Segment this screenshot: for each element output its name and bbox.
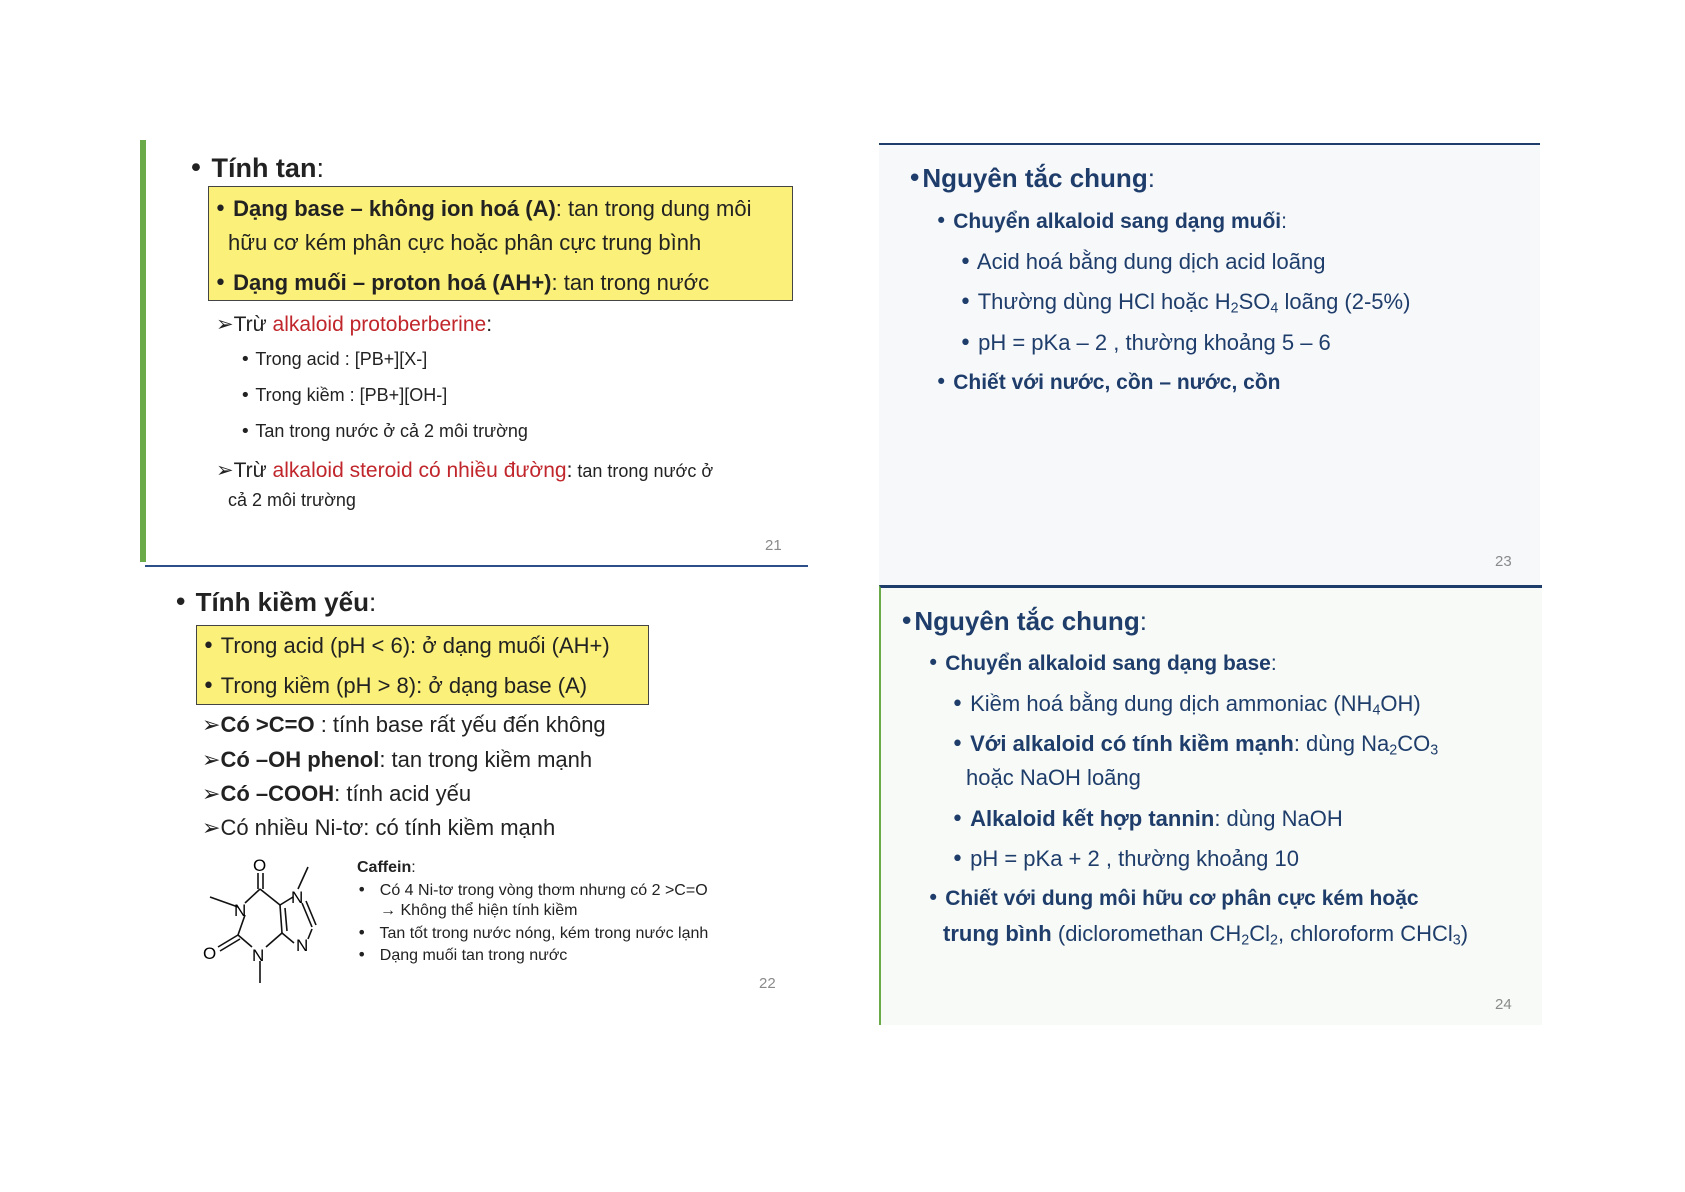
slide-23-heading: •Nguyên tắc chung: <box>907 163 1155 194</box>
exception-2: ➢Trừ alkaloid steroid có nhiều đường: tan trong nước ở <box>216 458 714 482</box>
property-item-2: ➢Có –OH phenol: tan trong kiềm mạnh <box>202 747 593 773</box>
principle-sub-2: • Thường dùng HCl hoặc $H_2SO_4$ loãng (2-5%) <box>959 289 1411 317</box>
caffeine-point-1: • Có 4 Ni-tơ trong vòng thơm nhưng có 2 >C=O <box>357 880 708 899</box>
slide-23 <box>879 143 1540 586</box>
property-item-3: ➢Có –COOH: tính acid yếu <box>202 781 472 807</box>
atom-nitrogen: N <box>296 936 309 955</box>
sub-item-1: • Trong acid : [PB+][X-] <box>240 349 428 370</box>
principle-sub-2-line-2: hoặc NaOH loãng <box>966 765 1141 790</box>
exception-1: ➢Trừ alkaloid protoberberine: <box>216 312 493 336</box>
caffeine-point-3: • Dạng muối tan trong nước <box>357 945 568 964</box>
page-number: 24 <box>1495 996 1512 1013</box>
box-line-3: • Dạng muối – proton hoá (AH+): tan trong nước <box>214 270 710 296</box>
box-line-2: • Trong kiềm (pH > 8): ở dạng base (A) <box>202 673 588 699</box>
caffeine-point-2: • Tan tốt trong nước nóng, kém trong nước lạnh <box>357 923 709 942</box>
atom-nitrogen: N <box>252 946 265 965</box>
principle-sub-1: • Kiềm hoá bằng dung dịch ammoniac $(NH_4OH)$ <box>951 691 1421 719</box>
caffeine-structure <box>190 853 340 993</box>
principle-sub-1: • Acid hoá bằng dung dịch acid loãng <box>959 249 1326 275</box>
slide-22-heading: • Tính kiềm yếu: <box>173 587 377 618</box>
atom-nitrogen: N <box>291 888 304 907</box>
property-item-1: ➢Có >C=O : tính base rất yếu đến không <box>202 712 606 738</box>
page-number: 22 <box>759 975 776 992</box>
principle-sub-2: • Với alkaloid có tính kiềm mạnh: dùng $Na_2CO_3$ <box>951 731 1439 759</box>
page-number: 21 <box>765 537 782 554</box>
exception-2-line-2: cả 2 môi trường <box>228 490 356 510</box>
principle-point-1: • Chuyển alkaloid sang dạng base: <box>927 651 1277 675</box>
principle-point-2-line-2: trung bình (dicloromethan $CH_2Cl_2$, chloroform CHCl$_3$) <box>943 921 1469 949</box>
box-line-1: • Dạng base – không ion hoá (A): tan trong dung môi <box>214 196 752 222</box>
page-number: 23 <box>1495 553 1512 570</box>
box-line-2: hữu cơ kém phân cực hoặc phân cực trung bình <box>228 230 702 255</box>
box-line-1: • Trong acid (pH < 6): ở dạng muối (AH+) <box>202 633 610 659</box>
principle-sub-3: • pH = pKa – 2 , thường khoảng 5 – 6 <box>959 330 1331 356</box>
atom-oxygen: O <box>203 944 217 963</box>
principle-sub-4: • pH = pKa + 2 , thường khoảng 10 <box>951 846 1299 872</box>
principle-point-2: • Chiết với nước, cồn – nước, cồn <box>935 370 1281 394</box>
principle-point-1: • Chuyển alkaloid sang dạng muối: <box>935 209 1287 233</box>
sub-item-2: • Trong kiềm : [PB+][OH-] <box>240 385 448 406</box>
caffeine-point-1b: → Không thể hiện tính kiềm <box>380 902 578 919</box>
slide-24 <box>879 585 1542 1025</box>
principle-sub-3: • Alkaloid kết hợp tannin: dùng NaOH <box>951 806 1343 832</box>
sub-item-3: • Tan trong nước ở cả 2 môi trường <box>240 421 528 442</box>
slide-24-heading: •Nguyên tắc chung: <box>899 606 1147 637</box>
property-item-4: ➢Có nhiều Ni-tơ: có tính kiềm mạnh <box>202 815 556 841</box>
slide-21 <box>140 140 814 562</box>
slide-21-heading: • Tính tan: <box>188 153 324 184</box>
atom-oxygen: O <box>253 856 267 875</box>
atom-nitrogen: N <box>234 901 247 920</box>
caffeine-title: Caffein: <box>357 859 416 876</box>
slide-22 <box>145 565 808 995</box>
principle-point-2: • Chiết với dung môi hữu cơ phân cực kém hoặc <box>927 886 1419 910</box>
